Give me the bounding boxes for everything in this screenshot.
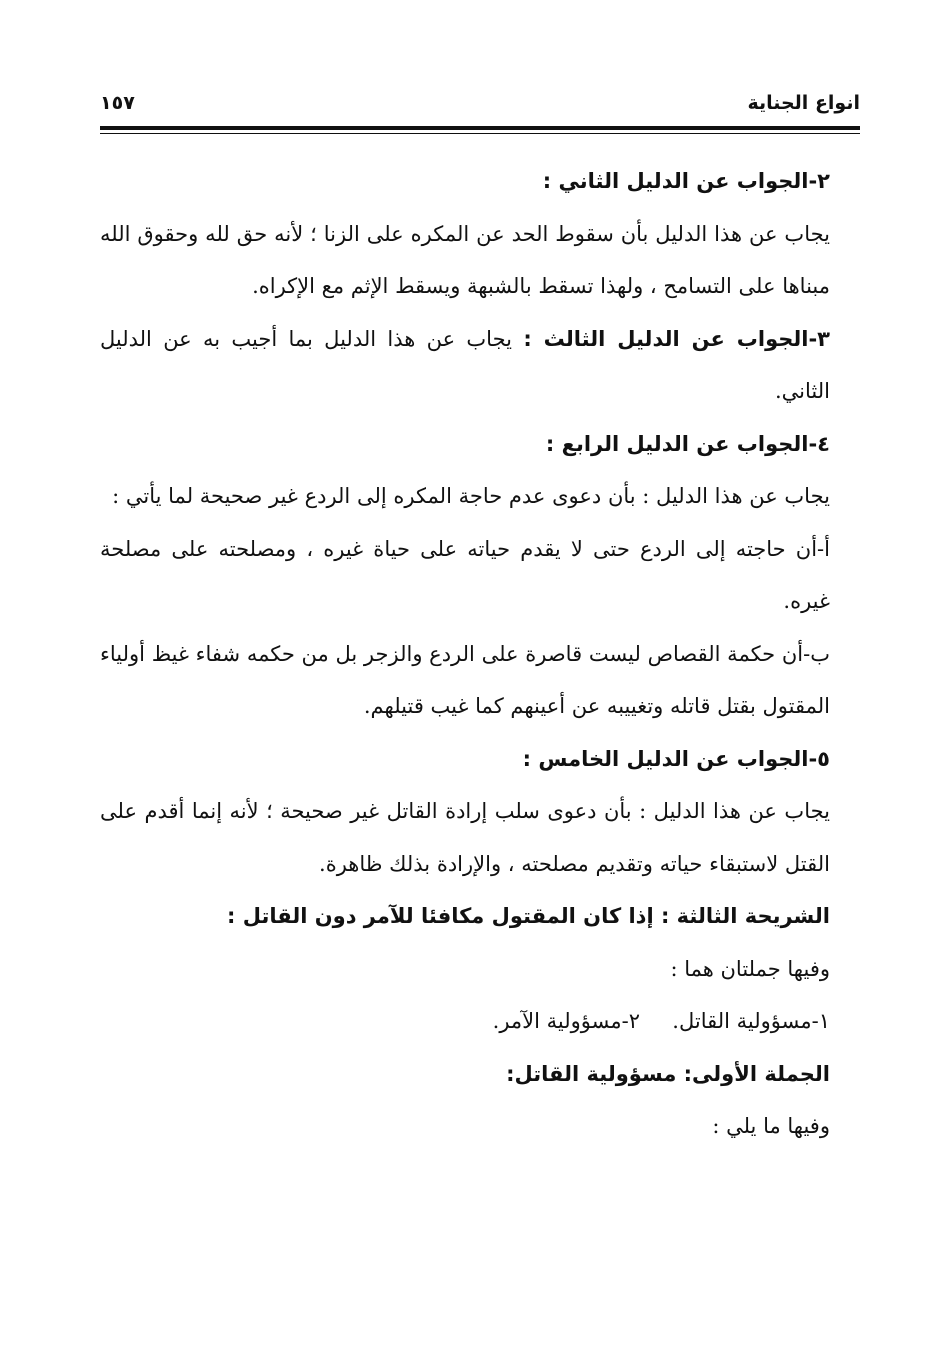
heading-answer-3: ٣-الجواب عن الدليل الثالث : — [523, 326, 830, 351]
header-rule-thick — [100, 126, 860, 130]
paragraph-answer-3 — [100, 313, 860, 418]
paragraph-point-a: أ-أن حاجته إلى الردع حتى لا يقدم حياته على حياة غيره ، ومصلحته على مصلحة غيره. — [100, 536, 830, 613]
paragraph-answer-5: يجاب عن هذا الدليل : بأن دعوى سلب إرادة القاتل غير صحيحة ؛ لأنه إنما أقدم على القتل لاستبقاء حياته وتقديم مصلحته ، والإرادة بذلك ظاهرة. — [100, 799, 830, 876]
heading-third-case: الشريحة الثالثة : إذا كان المقتول مكافئا للآمر دون القاتل : — [226, 904, 830, 928]
paragraph-answer-2: يجاب عن هذا الدليل بأن سقوط الحد عن المكره على الزنا ؛ لأنه حق لله وحقوق الله مبناها على التسامح ، ولهذا تسقط بالشبهة ويسقط الإثم مع الإكراه. — [100, 221, 830, 298]
paragraph-two-sentences: وفيها جملتان هما : — [670, 956, 830, 981]
heading-answer-4: ٤-الجواب عن الدليل الرابع : — [545, 431, 830, 456]
heading-answer-2: ٢-الجواب عن الدليل الثاني : — [542, 169, 830, 193]
header-rule-thin — [100, 133, 860, 134]
page-header — [100, 92, 860, 128]
heading-answer-5: ٥-الجواب عن الدليل الخامس : — [522, 746, 830, 771]
text-answer-3: يجاب عن هذا الدليل بما أجيب به عن الدليل الثاني. — [100, 326, 830, 403]
paragraph-answer-4: يجاب عن هذا الدليل : بأن دعوى عدم حاجة المكره إلى الردع غير صحيحة لما يأتي : — [112, 484, 830, 508]
list-item-commander-responsibility: ٢-مسؤولية الآمر. — [492, 1009, 640, 1033]
page-number: ١٥٧ — [100, 92, 135, 114]
heading-first-sentence: الجملة الأولى: مسؤولية القاتل: — [506, 1061, 830, 1086]
two-column-list — [100, 995, 860, 1048]
list-item-killer-responsibility: ١-مسؤولية القاتل. — [672, 1009, 830, 1033]
paragraph-point-b: ب-أن حكمة القصاص ليست قاصرة على الردع والزجر بل من حكمه شفاء غيظ أولياء المقتول بقتل قاتله وتغييبه عن أعينهم كما غيب قتيلهم. — [100, 641, 830, 718]
paragraph-following: وفيها ما يلي : — [712, 1114, 830, 1138]
running-title: انواع الجناية — [747, 92, 860, 114]
page-body — [100, 155, 860, 1153]
